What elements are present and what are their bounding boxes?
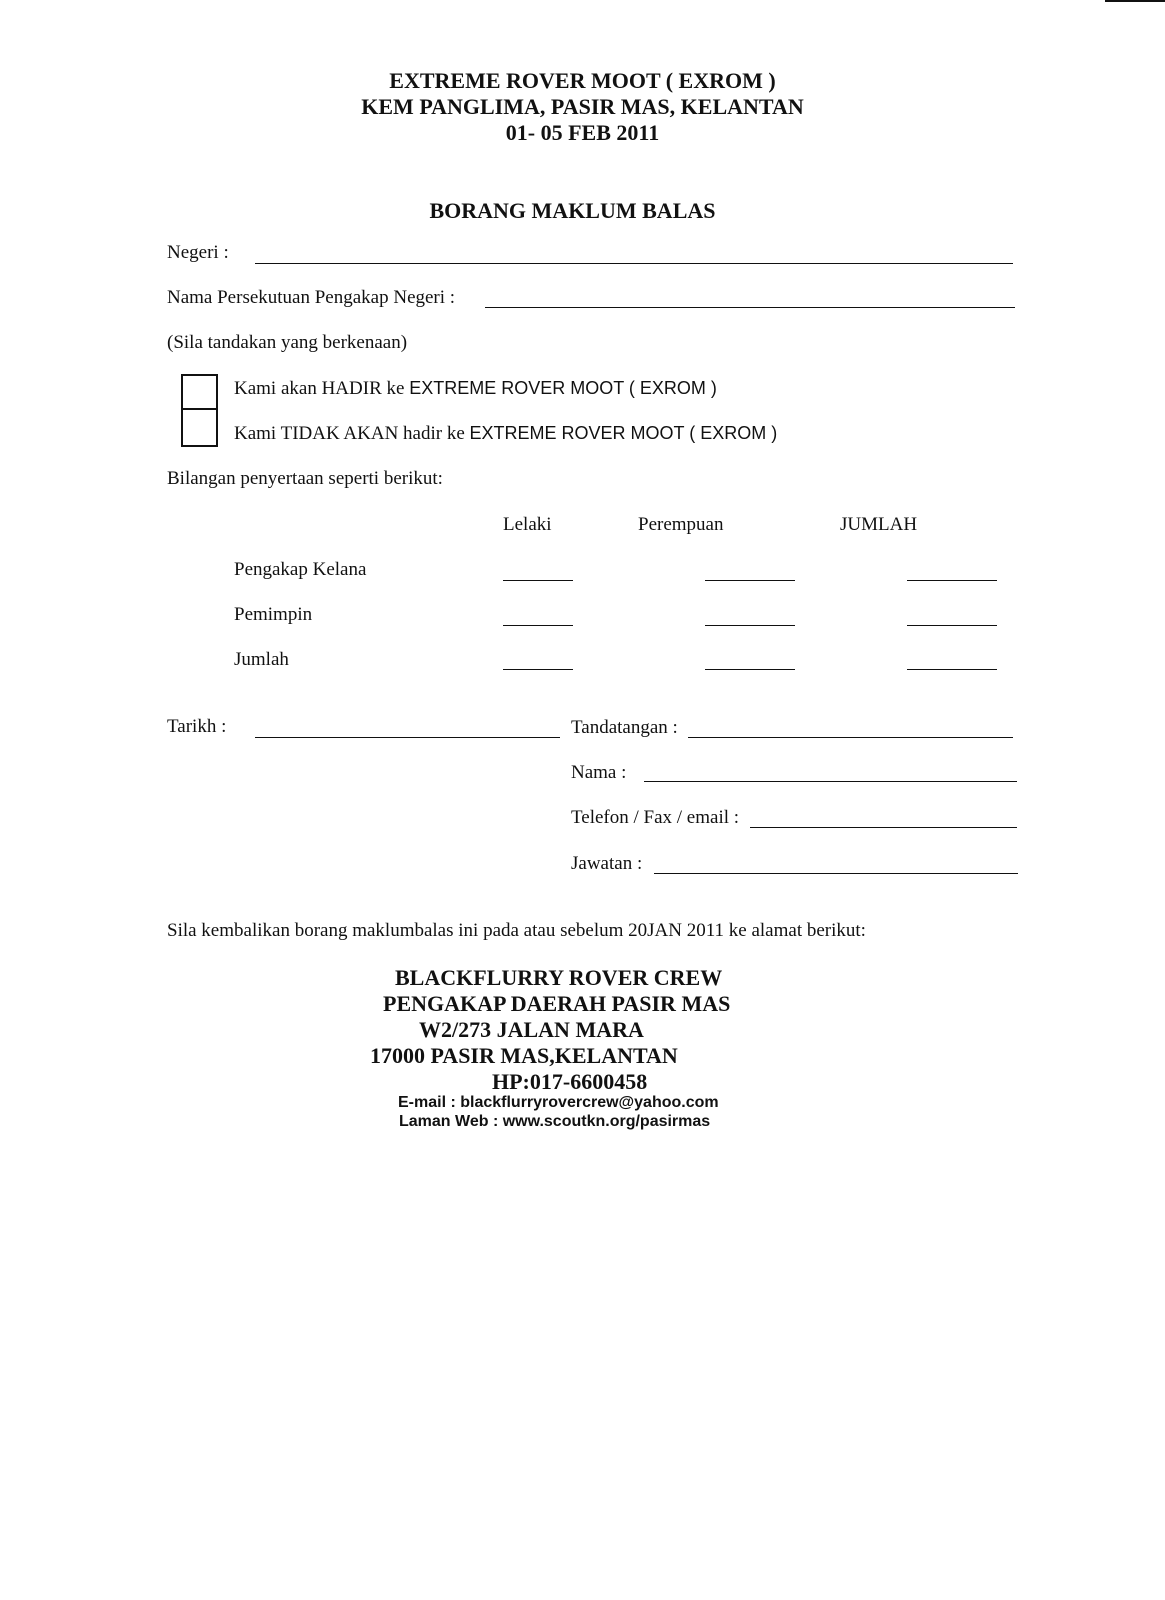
pengakap-kelana-jumlah-line[interactable]: [907, 580, 997, 581]
tandatangan-label: Tandatangan :: [571, 717, 678, 738]
column-jumlah: JUMLAH: [840, 514, 918, 535]
jawatan-field-line[interactable]: [654, 873, 1018, 874]
tarikh-field-line[interactable]: [255, 737, 560, 738]
address-line-4: 17000 PASIR MAS,KELANTAN: [370, 1043, 678, 1068]
jumlah-jumlah-line[interactable]: [907, 669, 997, 670]
jawatan-label: Jawatan :: [571, 853, 643, 874]
jumlah-lelaki-line[interactable]: [503, 669, 573, 670]
event-location: KEM PANGLIMA, PASIR MAS, KELANTAN: [361, 94, 804, 119]
hadir-checkbox[interactable]: [181, 374, 218, 412]
pengakap-kelana-lelaki-line[interactable]: [503, 580, 573, 581]
tidak-hadir-checkbox[interactable]: [181, 408, 218, 447]
address-line-3: W2/273 JALAN MARA: [419, 1017, 644, 1042]
telefon-label: Telefon / Fax / email :: [571, 807, 740, 828]
column-perempuan: Perempuan: [638, 514, 724, 535]
event-title: EXTREME ROVER MOOT ( EXROM ): [389, 68, 776, 93]
hadir-option-prefix: Kami akan HADIR ke: [234, 378, 410, 399]
negeri-label: Negeri :: [167, 242, 229, 263]
tidak-hadir-option: [234, 423, 777, 445]
telefon-field-line[interactable]: [750, 827, 1017, 828]
pengakap-kelana-perempuan-line[interactable]: [705, 580, 795, 581]
column-lelaki: Lelaki: [503, 514, 552, 535]
participation-intro: Bilangan penyertaan seperti berikut:: [167, 468, 443, 489]
jumlah-perempuan-line[interactable]: [705, 669, 795, 670]
instruction-text: (Sila tandakan yang berkenaan): [167, 332, 408, 353]
tidak-hadir-option-prefix: Kami TIDAK AKAN hadir ke: [234, 423, 470, 444]
tarikh-label: Tarikh :: [167, 716, 227, 737]
tidak-hadir-option-event: EXTREME ROVER MOOT ( EXROM ): [469, 423, 778, 443]
row-jumlah: Jumlah: [234, 649, 289, 670]
pemimpin-lelaki-line[interactable]: [503, 625, 573, 626]
address-email: E-mail : blackflurryrovercrew@yahoo.com: [398, 1094, 719, 1111]
row-pengakap-kelana: Pengakap Kelana: [234, 559, 367, 580]
return-note: Sila kembalikan borang maklumbalas ini pada atau sebelum 20JAN 2011 ke alamat berikut:: [167, 920, 866, 941]
nama-field-line[interactable]: [644, 781, 1017, 782]
persekutuan-label: Nama Persekutuan Pengakap Negeri :: [167, 287, 456, 308]
address-phone: HP:017-6600458: [492, 1069, 648, 1094]
row-pemimpin: Pemimpin: [234, 604, 313, 625]
address-line-1: BLACKFLURRY ROVER CREW: [395, 965, 723, 990]
tandatangan-field-line[interactable]: [688, 737, 1013, 738]
address-web: Laman Web : www.scoutkn.org/pasirmas: [399, 1113, 711, 1130]
event-date: 01- 05 FEB 2011: [505, 120, 660, 145]
scan-edge-mark: [1105, 0, 1165, 3]
pemimpin-perempuan-line[interactable]: [705, 625, 795, 626]
address-line-2: PENGAKAP DAERAH PASIR MAS: [383, 991, 731, 1016]
hadir-option: [234, 378, 717, 400]
hadir-option-event: EXTREME ROVER MOOT ( EXROM ): [409, 378, 717, 398]
negeri-field-line[interactable]: [255, 263, 1013, 264]
nama-label: Nama :: [571, 762, 627, 783]
pemimpin-jumlah-line[interactable]: [907, 625, 997, 626]
form-title: BORANG MAKLUM BALAS: [429, 198, 716, 223]
persekutuan-field-line[interactable]: [485, 307, 1015, 308]
